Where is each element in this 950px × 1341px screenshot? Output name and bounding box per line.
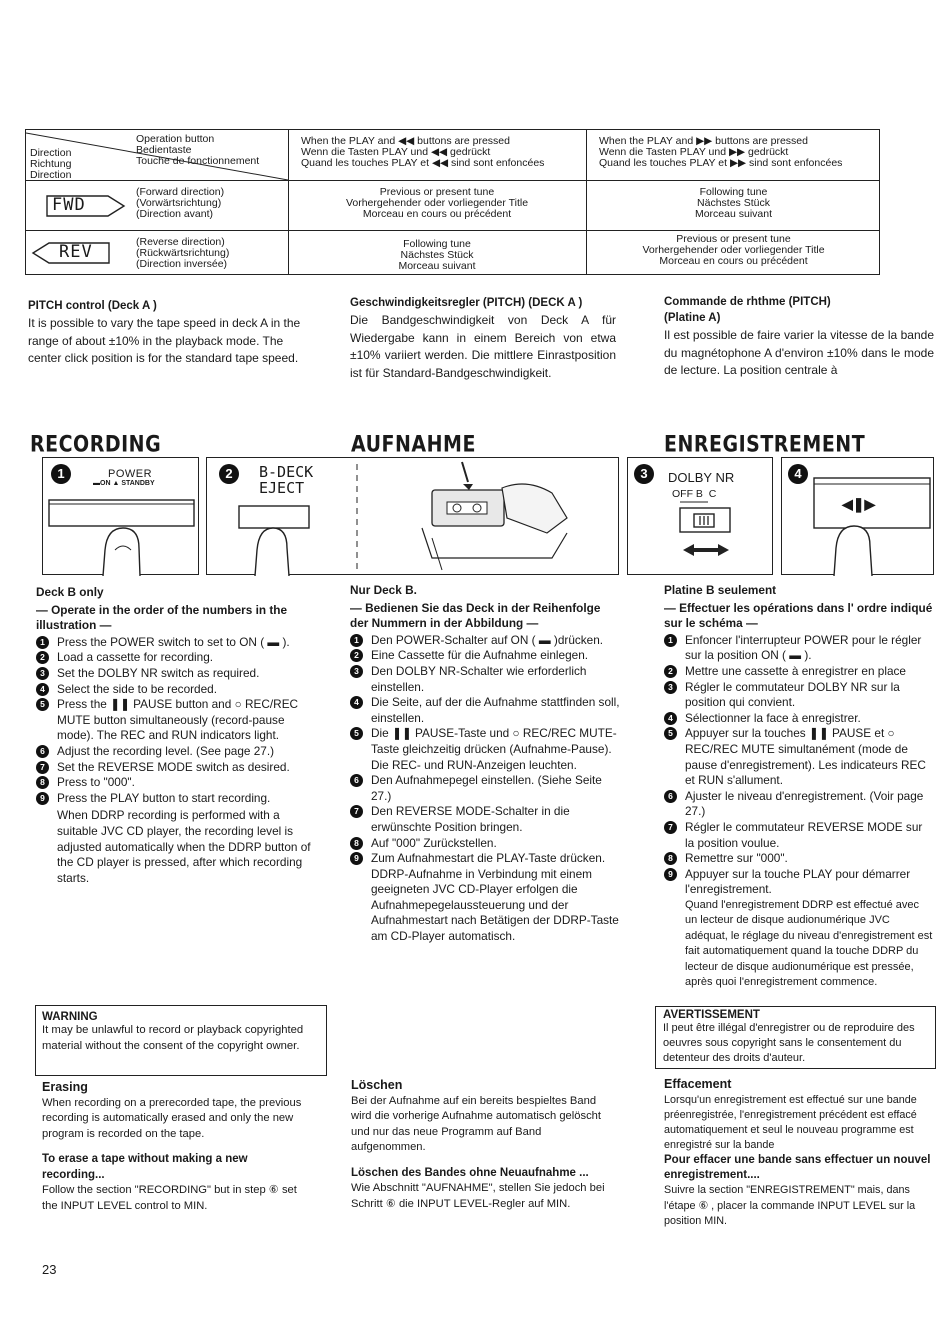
fr-step-9: 9 Appuyer sur la touche PLAY pour démarrer l'enregistrement.: [664, 867, 934, 898]
pitch-en-body: It is possible to vary the tape speed in deck A in the range of about ±10% in the playback mode. The center click position is for the standard tape speed.: [28, 316, 301, 365]
rev-symbol: REV: [31, 242, 111, 264]
header-play-forward: When the PLAY and ▶▶ buttons are pressed Wenn die Tasten PLAY und ▶▶ gedrückt Quand les touches PLAY et ▶▶ sind sont enfoncées: [599, 135, 843, 169]
step-3-number: 3: [634, 464, 654, 484]
avertissement-title: AVERTISSEMENT: [663, 1009, 760, 1021]
loschen-body: Bei der Aufnahme auf ein bereits bespieltes Band wird die vorherige Aufnahme automatisch gelöscht und nur das neue Programm auf Band aufgenommen.: [351, 1094, 601, 1153]
step-number-bullet: 1: [350, 634, 363, 647]
step-number-bullet: 9: [36, 792, 49, 805]
erase-no-record-body: Follow the section "RECORDING" but in step ⑥ set the INPUT LEVEL control to MIN.: [42, 1184, 297, 1212]
step-number-bullet: 8: [350, 837, 363, 850]
illustration-step-3: [627, 457, 773, 575]
en-order: — Operate in the order of the numbers in the illustration —: [36, 602, 288, 633]
pitch-en: [28, 298, 310, 368]
en-step-2: 2 Load a cassette for recording.: [36, 650, 312, 666]
fr-order: — Effectuer les opérations dans l' ordre indiqué sur le schéma —: [664, 600, 933, 631]
header-operation-button: Operation button Bedientaste Touche de fonctionnement: [136, 133, 260, 167]
step-number-bullet: 5: [664, 727, 677, 740]
fr-ddrp-note: Quand l'enregistrement DDRP est effectué avec un lecteur de disque audionumérique JVC adéquat, le réglage du niveau d'enregistrement est fait automatiquement quand la touche DDRP du lecteur de disque audionumérique est pressée, après quoi l'enregistrement commence.: [685, 898, 933, 988]
fr-step-5: 5 Appuyer sur la touches ❚❚ PAUSE et ○ REC/REC MUTE simultanément (mode de pause d'enregistrement). Les indicateurs REC et RUN s'allument.: [664, 726, 934, 788]
effacement-title: Effacement: [664, 1077, 732, 1091]
effacement-body: Lorsqu'un enregistrement est effectué sur une bande préenregistrée, l'enregistrement précédent est effacé automatiquement et seul le nouveau programme est enregistré sur la bande: [664, 1093, 917, 1152]
step-number-bullet: 3: [350, 665, 363, 678]
illustration-step-4: [781, 457, 934, 575]
loschen-title: Löschen: [351, 1078, 403, 1092]
erase-no-record-title: To erase a tape without making a new recording...: [42, 1153, 248, 1181]
pitch-fr-title-1: Commande de rhthme (PITCH): [664, 296, 831, 308]
dolby-nr-label: DOLBY NR: [668, 470, 735, 485]
step-number-bullet: 9: [664, 868, 677, 881]
power-label: POWER: [108, 468, 153, 480]
de-step-7: 7 Den REVERSE MODE-Schalter in die erwünschte Position bringen.: [350, 804, 622, 835]
fr-step-7: 7 Régler le commutateur REVERSE MODE sur la position voulue.: [664, 820, 934, 851]
pitch-en-title: PITCH control (Deck A ): [28, 300, 157, 312]
fr-step-8: 8 Remettre sur "000".: [664, 851, 934, 867]
step-number-bullet: 5: [36, 698, 49, 711]
en-step-6: 6 Adjust the recording level. (See page 27.): [36, 744, 312, 760]
step-number-bullet: 7: [350, 805, 363, 818]
pitch-de: [350, 295, 616, 382]
step-number-bullet: 2: [350, 649, 363, 662]
dolby-switch-drawing: [628, 458, 774, 576]
step-number-bullet: 6: [350, 774, 363, 787]
illustration-step-2: [206, 457, 619, 575]
step-number-bullet: 2: [664, 665, 677, 678]
page-number: 23: [42, 1262, 57, 1277]
en-steps: [36, 585, 312, 886]
step-2-number: 2: [219, 464, 239, 484]
erasing-body: When recording on a prerecorded tape, the previous recording is automatically erased and only the new program is recorded on the tape.: [42, 1096, 302, 1140]
de-step-3: 3 Den DOLBY NR-Schalter wie erforderlich einstellen.: [350, 664, 622, 695]
step-number-bullet: 7: [36, 761, 49, 774]
eject-and-cassette-drawing: [207, 458, 620, 576]
title-recording: RECORDING: [30, 432, 162, 458]
dolby-switch-positions: OFF B C: [672, 488, 717, 500]
step-number-bullet: 2: [36, 651, 49, 664]
fr-step-1: 1 Enfoncer l'interrupteur POWER pour le régler sur la position ON ( ▬ ).: [664, 633, 934, 664]
warning-box-fr: [655, 1006, 936, 1069]
effacer-no-record-body: Suivre la section "ENREGISTREMENT" mais, dans l'étape ⑥ , placer la commande INPUT LEVEL sur la position MIN.: [664, 1184, 916, 1227]
pitch-de-title: Geschwindigkeitsregler (PITCH) (DECK A ): [350, 297, 583, 309]
step-1-number: 1: [51, 464, 71, 484]
step-number-bullet: 3: [664, 681, 677, 694]
de-step-6: 6 Den Aufnahmepegel einstellen. (Siehe Seite 27.): [350, 773, 622, 804]
de-step-1: 1 Den POWER-Schalter auf ON ( ▬ )drücken.: [350, 633, 622, 649]
on-standby-label: ▬ON ▲ STANDBY: [93, 480, 155, 487]
fwd-symbol: FWD: [46, 195, 106, 215]
de-step-4: 4 Die Seite, auf der die Aufnahme stattfinden soll, einstellen.: [350, 695, 622, 726]
pitch-fr-body: Il est possible de faire varier la vitesse de la bande du magnétophone A d'environ ±10% dans le mode de lecture. La position centrale à: [664, 328, 934, 377]
fr-step-4: 4 Sélectionner la face à enregistrer.: [664, 711, 934, 727]
direction-button-finger: [782, 458, 935, 576]
de-deck-only: Nur Deck B.: [350, 583, 417, 597]
pitch-de-body: Die Bandgeschwindigkeit von Deck A für Wiedergabe kann in einem Bereich von etwa ±10% variiert werden. Die mittlere Einrastposition ist für Standard-Bandgeschwindigkeit.: [350, 313, 616, 380]
avertissement-body: Il peut être illégal d'enregistrer ou de reproduire des oeuvres sous copyright sans le consentement du detenteur des droits d'auteur.: [663, 1022, 915, 1064]
fwd-play-forward: Following tune Nächstes Stück Morceau suivant: [694, 186, 773, 220]
erasing-en: [42, 1080, 312, 1214]
direction-arrows: ◀❚▶: [842, 496, 876, 512]
step-number-bullet: 4: [350, 696, 363, 709]
fwd-label: (Forward direction) (Vorwärtsrichtung) (Direction avant): [136, 186, 225, 220]
step-number-bullet: 5: [350, 727, 363, 740]
step-number-bullet: 8: [36, 776, 49, 789]
pitch-fr: [664, 294, 934, 380]
step-number-bullet: 6: [664, 790, 677, 803]
step-number-bullet: 9: [350, 852, 363, 865]
en-ddrp-note: When DDRP recording is performed with a suitable JVC CD player, the recording level is adjusted automatically when the DDRP button of the CD player is pressed, after which recording starts.: [57, 808, 311, 885]
warning-title: WARNING: [42, 1011, 98, 1023]
loschen-de: [351, 1078, 619, 1212]
en-step-7: 7 Set the REVERSE MODE switch as desired.: [36, 760, 312, 776]
de-step-9: 9 Zum Aufnahmestart die PLAY-Taste drücken.: [350, 851, 622, 867]
step-number-bullet: 3: [36, 667, 49, 680]
illustration-step-1: [42, 457, 199, 575]
de-step-2: 2 Eine Cassette für die Aufnahme einlegen.: [350, 648, 622, 664]
effacer-no-record-title: Pour effacer une bande sans effectuer un nouvel enregistrement....: [664, 1154, 931, 1182]
en-deck-only: Deck B only: [36, 585, 104, 599]
pitch-fr-title-2: (Platine A): [664, 312, 721, 324]
de-step-8: 8 Auf "000" Zurückstellen.: [350, 836, 622, 852]
step-number-bullet: 6: [36, 745, 49, 758]
en-step-4: 4 Select the side to be recorded.: [36, 682, 312, 698]
operation-table: [25, 129, 880, 275]
step-number-bullet: 1: [664, 634, 677, 647]
de-ddrp-note: DDRP-Aufnahme in Verbindung mit einem geeigneten JVC CD-Player erfolgen die Aufnahmepegelaussteuerung und der Aufnahmestart nach Betätigen der DDRP-Taste am CD-Player automatisch.: [371, 866, 619, 944]
en-step-8: 8 Press to "000".: [36, 775, 312, 791]
fr-steps: [664, 583, 934, 990]
warning-box-en: [35, 1005, 327, 1076]
loschen-no-record-body: Wie Abschnitt "AUFNAHME", stellen Sie jedoch bei Schritt ⑥ die INPUT LEVEL-Regler auf MIN.: [351, 1182, 605, 1210]
warning-body: It may be unlawful to record or playback copyrighted material without the consent of the copyright owner.: [42, 1024, 304, 1052]
en-step-5: 5 Press the ❚❚ PAUSE button and ○ REC/REC MUTE button simultaneously (record-pause mode). The REC and RUN indicators light.: [36, 697, 312, 744]
step-number-bullet: 8: [664, 852, 677, 865]
erasing-title: Erasing: [42, 1080, 88, 1094]
power-button-finger: [43, 490, 200, 576]
title-aufnahme: AUFNAHME: [351, 432, 476, 458]
de-step-5: 5 Die ❚❚ PAUSE-Taste und ○ REC/REC MUTE-Taste gleichzeitig drücken (Aufnahme-Pause). Die REC- und RUN-Anzeigen leuchten.: [350, 726, 622, 773]
rev-play-rewind: Following tune Nächstes Stück Morceau suivant: [398, 238, 476, 272]
step-number-bullet: 4: [36, 683, 49, 696]
de-steps: [350, 583, 622, 945]
effacement-fr: [664, 1077, 932, 1229]
en-step-3: 3 Set the DOLBY NR switch as required.: [36, 666, 312, 682]
b-deck-eject-label: B-DECK EJECT: [259, 463, 314, 497]
fwd-play-rewind: Previous or present tune Vorhergehender oder vorliegender Title Morceau en cours ou précédent: [345, 186, 529, 220]
step-number-bullet: 7: [664, 821, 677, 834]
header-direction: Direction Richtung Direction: [30, 147, 72, 181]
fr-step-2: 2 Mettre une cassette à enregistrer en place: [664, 664, 934, 680]
header-play-rewind: When the PLAY and ◀◀ buttons are pressed Wenn die Tasten PLAY und ◀◀ gedrückt Quand les touches PLAY et ◀◀ sind sont enfoncées: [301, 135, 545, 169]
step-4-number: 4: [788, 464, 808, 484]
de-order: — Bedienen Sie das Deck in der Reihenfolge der Nummern in der Abbildung —: [350, 600, 601, 631]
step-number-bullet: 4: [664, 712, 677, 725]
step-number-bullet: 1: [36, 636, 49, 649]
title-enregistrement: ENREGISTREMENT: [664, 432, 866, 458]
en-step-9: 9 Press the PLAY button to start recording.: [36, 791, 312, 807]
fr-deck-only: Platine B seulement: [664, 583, 777, 597]
rev-play-forward: Previous or present tune Vorhergehender oder vorliegender Title Morceau en cours ou précédent: [642, 233, 825, 267]
loschen-no-record-title: Löschen des Bandes ohne Neuaufnahme ...: [351, 1166, 589, 1179]
fr-step-3: 3 Régler le commutateur DOLBY NR sur la position qui convient.: [664, 680, 934, 711]
en-step-1: 1 Press the POWER switch to set to ON ( ▬ ).: [36, 635, 312, 651]
rev-label: (Reverse direction) (Rückwärtsrichtung) (Direction inversée): [136, 236, 230, 270]
fr-step-6: 6 Ajuster le niveau d'enregistrement. (Voir page 27.): [664, 789, 934, 820]
